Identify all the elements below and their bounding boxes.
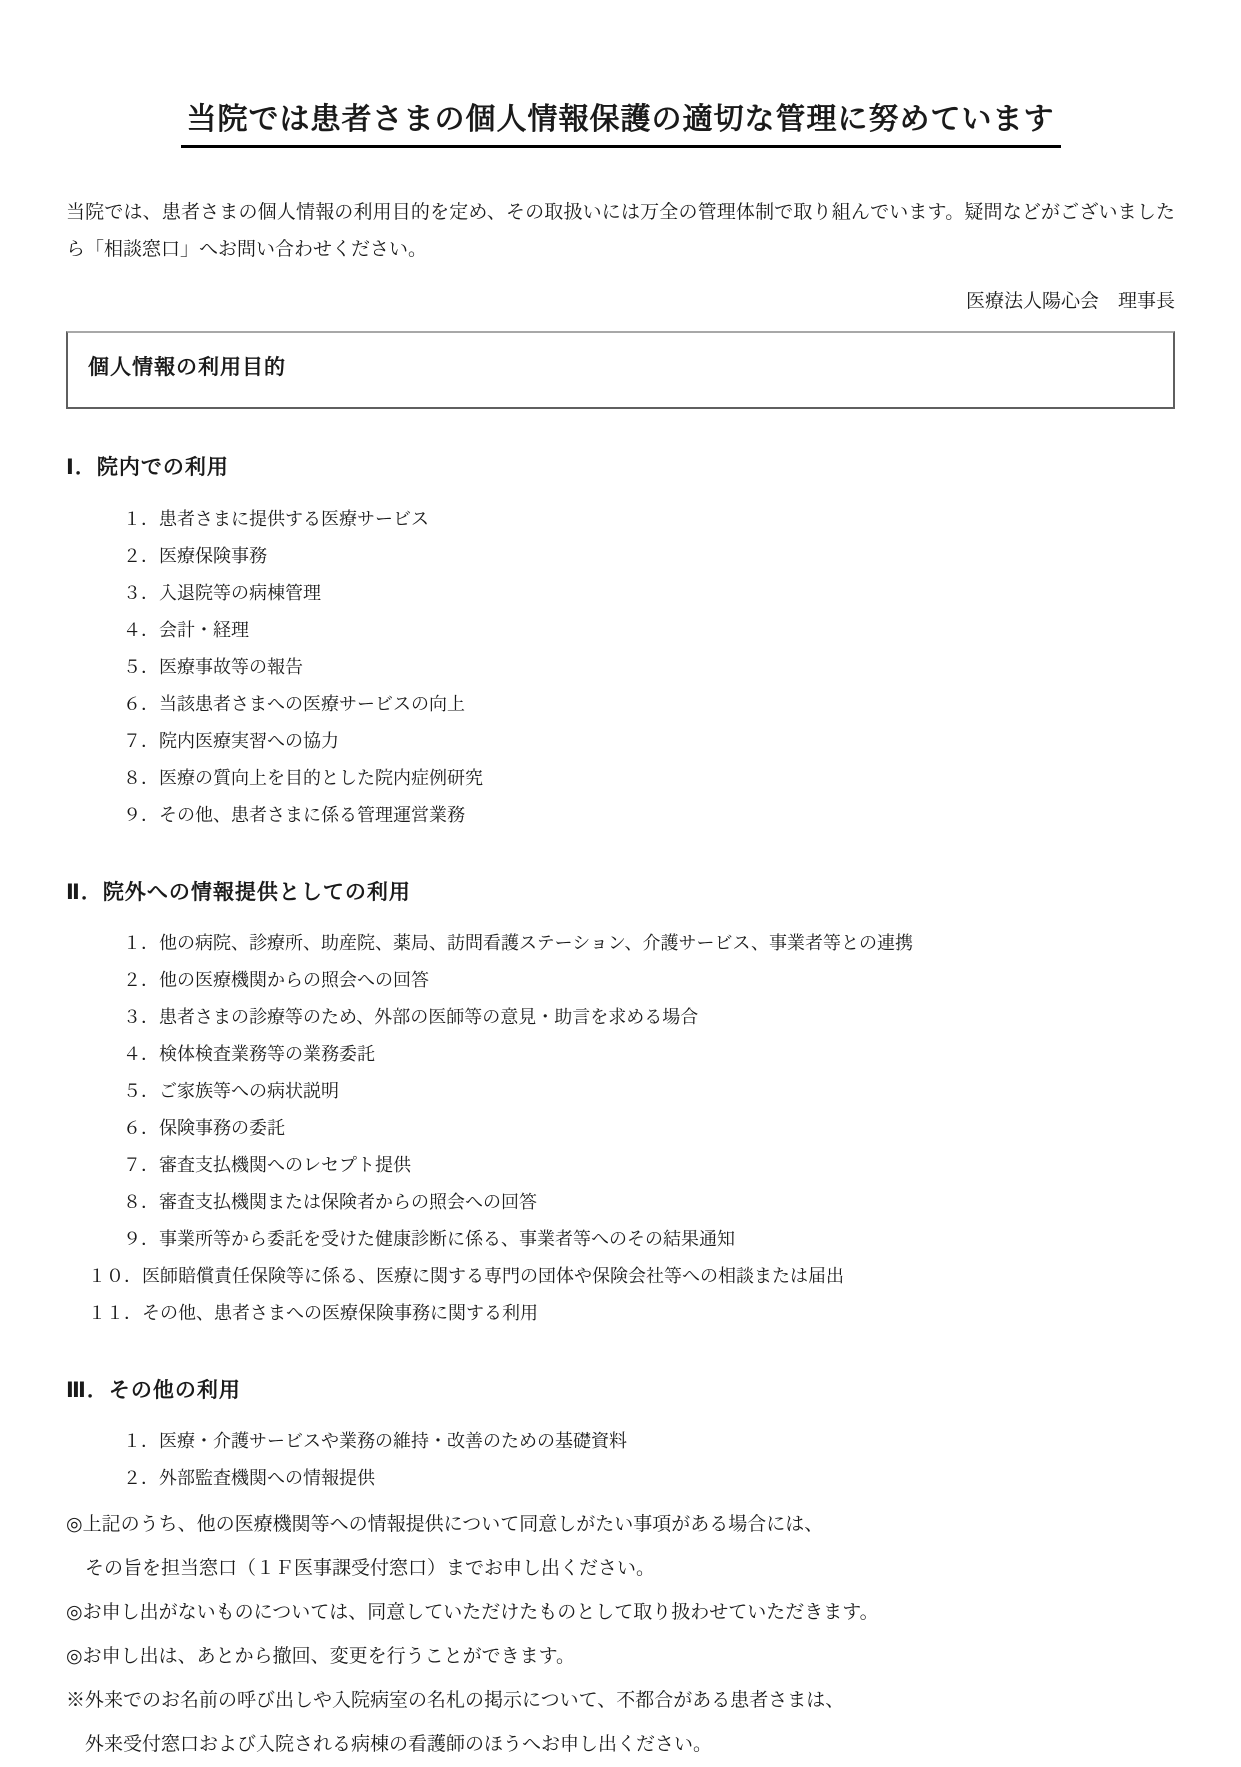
list-item: ７．審査支払機関へのレセプト提供 [123, 1155, 411, 1176]
list-item: ９．その他、患者さまに係る管理運営業務 [123, 804, 465, 825]
purpose-box-title: 個人情報の利用目的 [88, 356, 286, 380]
list-item: １１．その他、患者さまへの医療保険事務に関する利用 [88, 1303, 538, 1324]
list-item: ５．ご家族等への病状説明 [123, 1081, 339, 1102]
list-item: １０．医師賠償責任保険等に係る、医療に関する専門の団体や保険会社等への相談または届出 [88, 1266, 844, 1287]
section-heading-3: Ⅲ．その他の利用 [66, 1379, 241, 1403]
section-heading-1: Ⅰ．院内での利用 [66, 456, 229, 480]
list-item: １．医療・介護サービスや業務の維持・改善のための基礎資料 [123, 1431, 627, 1452]
list-item: ２．医療保険事務 [123, 545, 267, 566]
page-title: 当院では患者さまの個人情報保護の適切な管理に努めています [181, 94, 1061, 148]
list-item: ４．検体検査業務等の業務委託 [123, 1044, 375, 1065]
list-item: ３．入退院等の病棟管理 [123, 582, 321, 603]
note-line: ◎お申し出は、あとから撤回、変更を行うことができます。 [66, 1646, 576, 1668]
list-item: １．患者さまに提供する医療サービス [123, 508, 429, 529]
list-item: ８．審査支払機関または保険者からの照会への回答 [123, 1192, 537, 1213]
list-item: ５．医療事故等の報告 [123, 656, 303, 677]
signature-line: 医療法人陽心会 理事長 [965, 291, 1175, 313]
list-item: ６．保険事務の委託 [123, 1118, 285, 1139]
note-line: その旨を担当窓口（１Ｆ医事課受付窓口）までお申し出ください。 [66, 1558, 656, 1580]
list-item: ９．事業所等から委託を受けた健康診断に係る、事業者等へのその結果通知 [123, 1229, 735, 1250]
section-3-items [66, 1423, 1175, 1497]
intro-paragraph: 当院では、患者さまの個人情報の利用目的を定め、その取扱いには万全の管理体制で取り組んでいます。疑問などがございましたら「相談窓口」へお問い合わせください。 [66, 202, 1175, 261]
notes-block [66, 1503, 1175, 1767]
list-item: １．他の病院、診療所、助産院、薬局、訪問看護ステーション、介護サービス、事業者等との連携 [123, 933, 914, 954]
list-item: ６．当該患者さまへの医療サービスの向上 [123, 693, 465, 714]
list-item: ２．他の医療機関からの照会への回答 [123, 970, 429, 991]
list-item: ４．会計・経理 [123, 619, 249, 640]
note-line: ※外来でのお名前の呼び出しや入院病室の名札の掲示について、不都合がある患者さまは、 [66, 1690, 845, 1712]
list-item: ７．院内医療実習への協力 [123, 730, 339, 751]
list-item: ２．外部監査機関への情報提供 [123, 1468, 375, 1489]
title-row [66, 74, 1175, 168]
note-line: ◎お申し出がないものについては、同意していただけたものとして取り扱わせていただきます。 [66, 1602, 879, 1624]
section-heading-2: Ⅱ．院外への情報提供としての利用 [66, 880, 411, 904]
note-line: ◎上記のうち、他の医療機関等への情報提供について同意しがたい事項がある場合には、 [66, 1514, 824, 1536]
section-1-items [66, 501, 1175, 834]
list-item: ８．医療の質向上を目的とした院内症例研究 [123, 767, 483, 788]
note-line: 外来受付窓口および入院される病棟の看護師のほうへお申し出ください。 [66, 1734, 713, 1756]
purpose-box [66, 331, 1175, 409]
list-item: ３．患者さまの診療等のため、外部の医師等の意見・助言を求める場合 [123, 1007, 699, 1028]
section-2-items [66, 925, 1175, 1332]
